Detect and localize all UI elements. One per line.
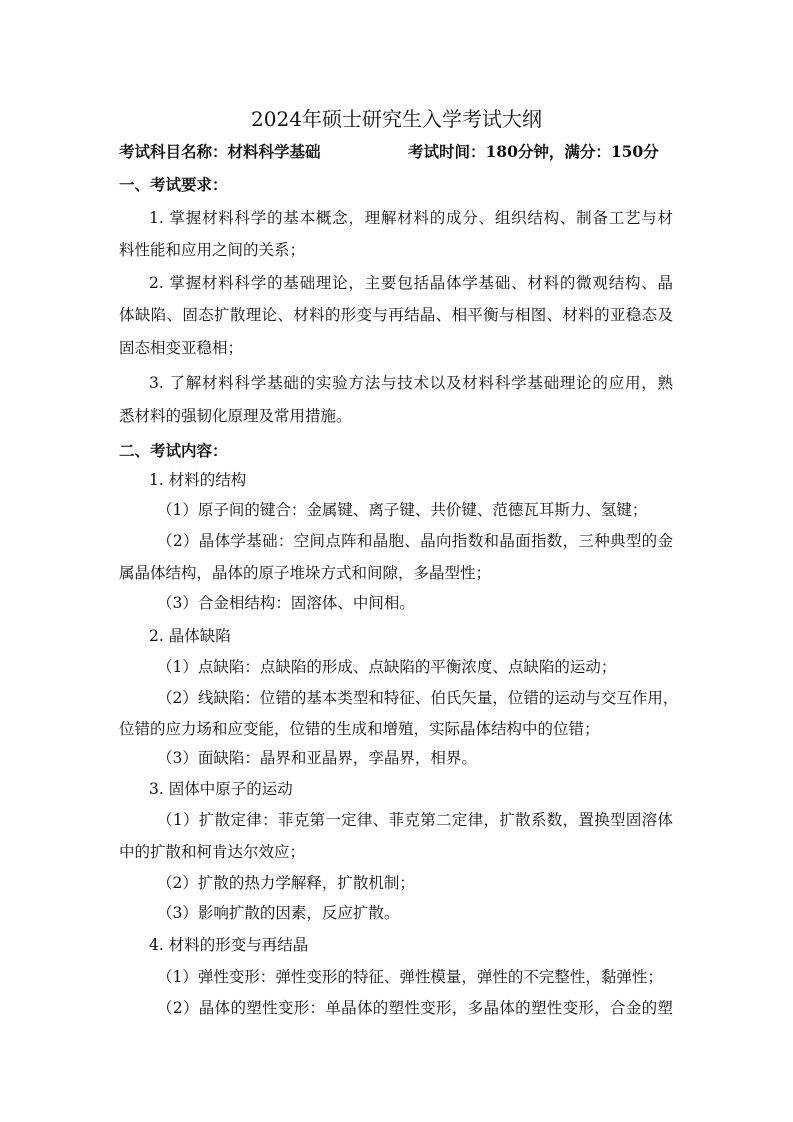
topic-4-title: 4. 材料的形变与再结晶	[149, 936, 309, 954]
exam-time-label: 考试时间：180分钟，满分：150分	[408, 142, 659, 161]
requirement-2-line-1: 2. 掌握材料科学的基础理论，主要包括晶体学基础、材料的微观结构、晶	[149, 274, 673, 292]
topic-2-item-2-line-1: （2）线缺陷：位错的基本类型和特征、伯氏矢量，位错的运动与交互作用，	[157, 689, 679, 707]
topic-1-item-2-line-2: 属晶体结构，晶体的原子堆垛方式和间隙，多晶型性；	[119, 564, 492, 582]
section-heading-content: 二、考试内容：	[119, 441, 228, 460]
topic-2-item-1: （1）点缺陷：点缺陷的形成、点缺陷的平衡浓度、点缺陷的运动；	[157, 658, 617, 676]
requirement-1-line-1: 1. 掌握材料科学的基本概念，理解材料的成分、组织结构、制备工艺与材	[149, 209, 673, 227]
topic-1-title: 1. 材料的结构	[149, 471, 247, 489]
topic-3-item-1-line-1: （1）扩散定律：菲克第一定律、菲克第二定律，扩散系数，置换型固溶体	[157, 811, 673, 829]
topic-3-item-1-line-2: 中的扩散和柯肯达尔效应；	[119, 843, 306, 861]
requirement-3-line-2: 悉材料的强韧化原理及常用措施。	[119, 407, 352, 425]
topic-1-item-2-line-1: （2）晶体学基础：空间点阵和晶胞、晶向指数和晶面指数，三种典型的金	[157, 532, 673, 550]
topic-4-item-2-line-1: （2）晶体的塑性变形：单晶体的塑性变形，多晶体的塑性变形，合金的塑	[157, 999, 673, 1017]
subject-label: 考试科目名称：材料科学基础	[119, 142, 321, 161]
requirement-1-line-2: 料性能和应用之间的关系；	[119, 241, 306, 259]
topic-2-item-3: （3）面缺陷：晶界和亚晶界，孪晶界，相界。	[157, 749, 477, 767]
subject-line	[119, 142, 673, 162]
topic-3-title: 3. 固体中原子的运动	[149, 780, 293, 798]
requirement-2-line-3: 固态相变亚稳相；	[119, 339, 244, 357]
topic-2-item-2-line-2: 位错的应力场和应变能，位错的生成和增殖，实际晶体结构中的位错；	[119, 720, 600, 738]
topic-1-item-3: （3）合金相结构：固溶体、中间相。	[157, 594, 415, 612]
topic-3-item-2: （2）扩散的热力学解释，扩散机制；	[157, 874, 415, 892]
document-title: 2024年硕士研究生入学考试大纲	[251, 107, 542, 131]
topic-3-item-3: （3）影响扩散的因素，反应扩散。	[157, 904, 400, 922]
section-heading-requirements: 一、考试要求：	[119, 175, 228, 194]
requirement-3-line-1: 3. 了解材料科学基础的实验方法与技术以及材料科学基础理论的应用，熟	[149, 374, 673, 392]
topic-1-item-1: （1）原子间的键合：金属键、离子键、共价键、范德瓦耳斯力、氢键；	[157, 501, 648, 519]
topic-4-item-1: （1）弹性变形：弹性变形的特征、弹性模量，弹性的不完整性，黏弹性；	[157, 968, 663, 986]
topic-2-title: 2. 晶体缺陷	[149, 627, 231, 645]
requirement-2-line-2: 体缺陷、固态扩散理论、材料的形变与再结晶、相平衡与相图、材料的亚稳态及	[119, 306, 673, 324]
